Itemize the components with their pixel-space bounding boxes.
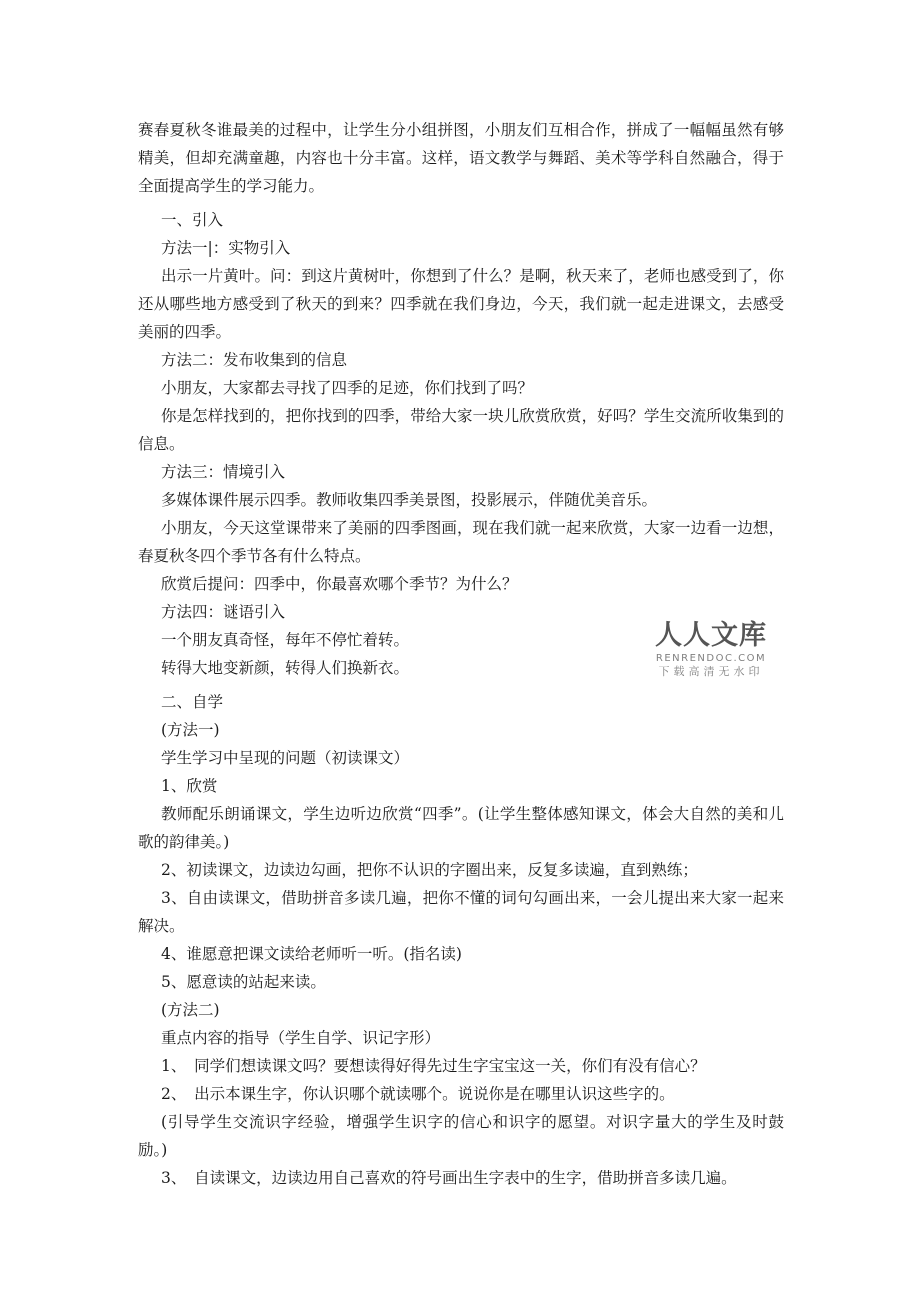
paragraph: 小朋友，今天这堂课带来了美丽的四季图画，现在我们就一起来欣赏，大家一边看一边想，春夏秋冬四个季节各有什么特点。	[138, 519, 784, 565]
paragraph: (引导学生交流识字经验，增强学生识字的信心和识字的愿望。对识字量大的学生及时鼓励。)	[138, 1113, 784, 1159]
paragraph: 重点内容的指导（学生自学、识记字形）	[161, 1029, 441, 1047]
paragraph: 你是怎样找到的，把你找到的四季，带给大家一块儿欣赏欣赏，好吗？学生交流所收集到的信息。	[138, 407, 784, 453]
list-item: 1、欣赏	[161, 777, 218, 795]
list-item: 3、自由读课文，借助拼音多读几遍，把你不懂的词句勾画出来，一会儿提出来大家一起来解决。	[138, 889, 784, 935]
list-item: 2、初读课文，边读边勾画，把你不认识的字圈出来，反复多读遍，直到熟练；	[161, 861, 698, 879]
section-heading-introduction: 一、引入	[161, 211, 224, 229]
list-item: 2、 出示本课生字，你认识哪个就读哪个。说说你是在哪里认识这些字的。	[161, 1085, 675, 1103]
paragraph: 学生学习中呈现的问题（初读课文）	[161, 749, 410, 767]
paragraph: 多媒体课件展示四季。教师收集四季美景图，投影展示，伴随优美音乐。	[161, 491, 658, 509]
watermark-tagline: 下载高清无水印	[658, 665, 764, 678]
paragraph: 教师配乐朗诵课文，学生边听边欣赏“四季”。(让学生整体感知课文，体会大自然的美和儿歌的韵律美。)	[138, 805, 784, 851]
paragraph: 出示一片黄叶。问：到这片黄树叶，你想到了什么？是啊，秋天来了，老师也感受到了，你还从哪些地方感受到了秋天的到来？四季就在我们身边，今天，我们就一起走进课文，去感受美丽的四季。	[138, 267, 784, 341]
paragraph-intro-continuation: 赛春夏秋冬谁最美的过程中，让学生分小组拼图，小朋友们互相合作，拼成了一幅幅虽然有够精美，但却充满童趣，内容也十分丰富。这样，语文教学与舞蹈、美术等学科自然融合，得于全面提高学生的学习能力。	[138, 121, 784, 195]
method-heading-1: 方法一|：实物引入	[161, 239, 291, 257]
method-heading-4: 方法四：谜语引入	[161, 603, 286, 621]
list-item: 1、 同学们想读课文吗？要想读得好得先过生字宝宝这一关，你们有没有信心？	[161, 1057, 706, 1075]
list-item: 4、谁愿意把课文读给老师听一听。(指名读)	[161, 945, 462, 963]
method-label-2: (方法二)	[161, 1001, 220, 1019]
list-item: 5、愿意读的站起来读。	[161, 973, 326, 991]
riddle-line-2: 转得大地变新颜，转得人们换新衣。	[161, 659, 410, 677]
watermark-domain: RENRENDOC.COM	[655, 653, 767, 664]
riddle-line-1: 一个朋友真奇怪，每年不停忙着转。	[161, 631, 410, 649]
paragraph: 小朋友，大家都去寻找了四季的足迹，你们找到了吗？	[161, 379, 534, 397]
section-heading-self-study: 二、自学	[161, 693, 224, 711]
method-heading-2: 方法二：发布收集到的信息	[161, 351, 348, 369]
list-item: 3、 自读课文，边读边用自己喜欢的符号画出生字表中的生字，借助拼音多读几遍。	[161, 1169, 737, 1187]
watermark-title: 人人文库	[655, 620, 767, 651]
paragraph: 欣赏后提问：四季中，你最喜欢哪个季节？为什么？	[161, 575, 518, 593]
watermark-logo	[646, 620, 776, 679]
method-heading-3: 方法三：情境引入	[161, 463, 286, 481]
method-label-1: (方法一)	[161, 721, 220, 739]
